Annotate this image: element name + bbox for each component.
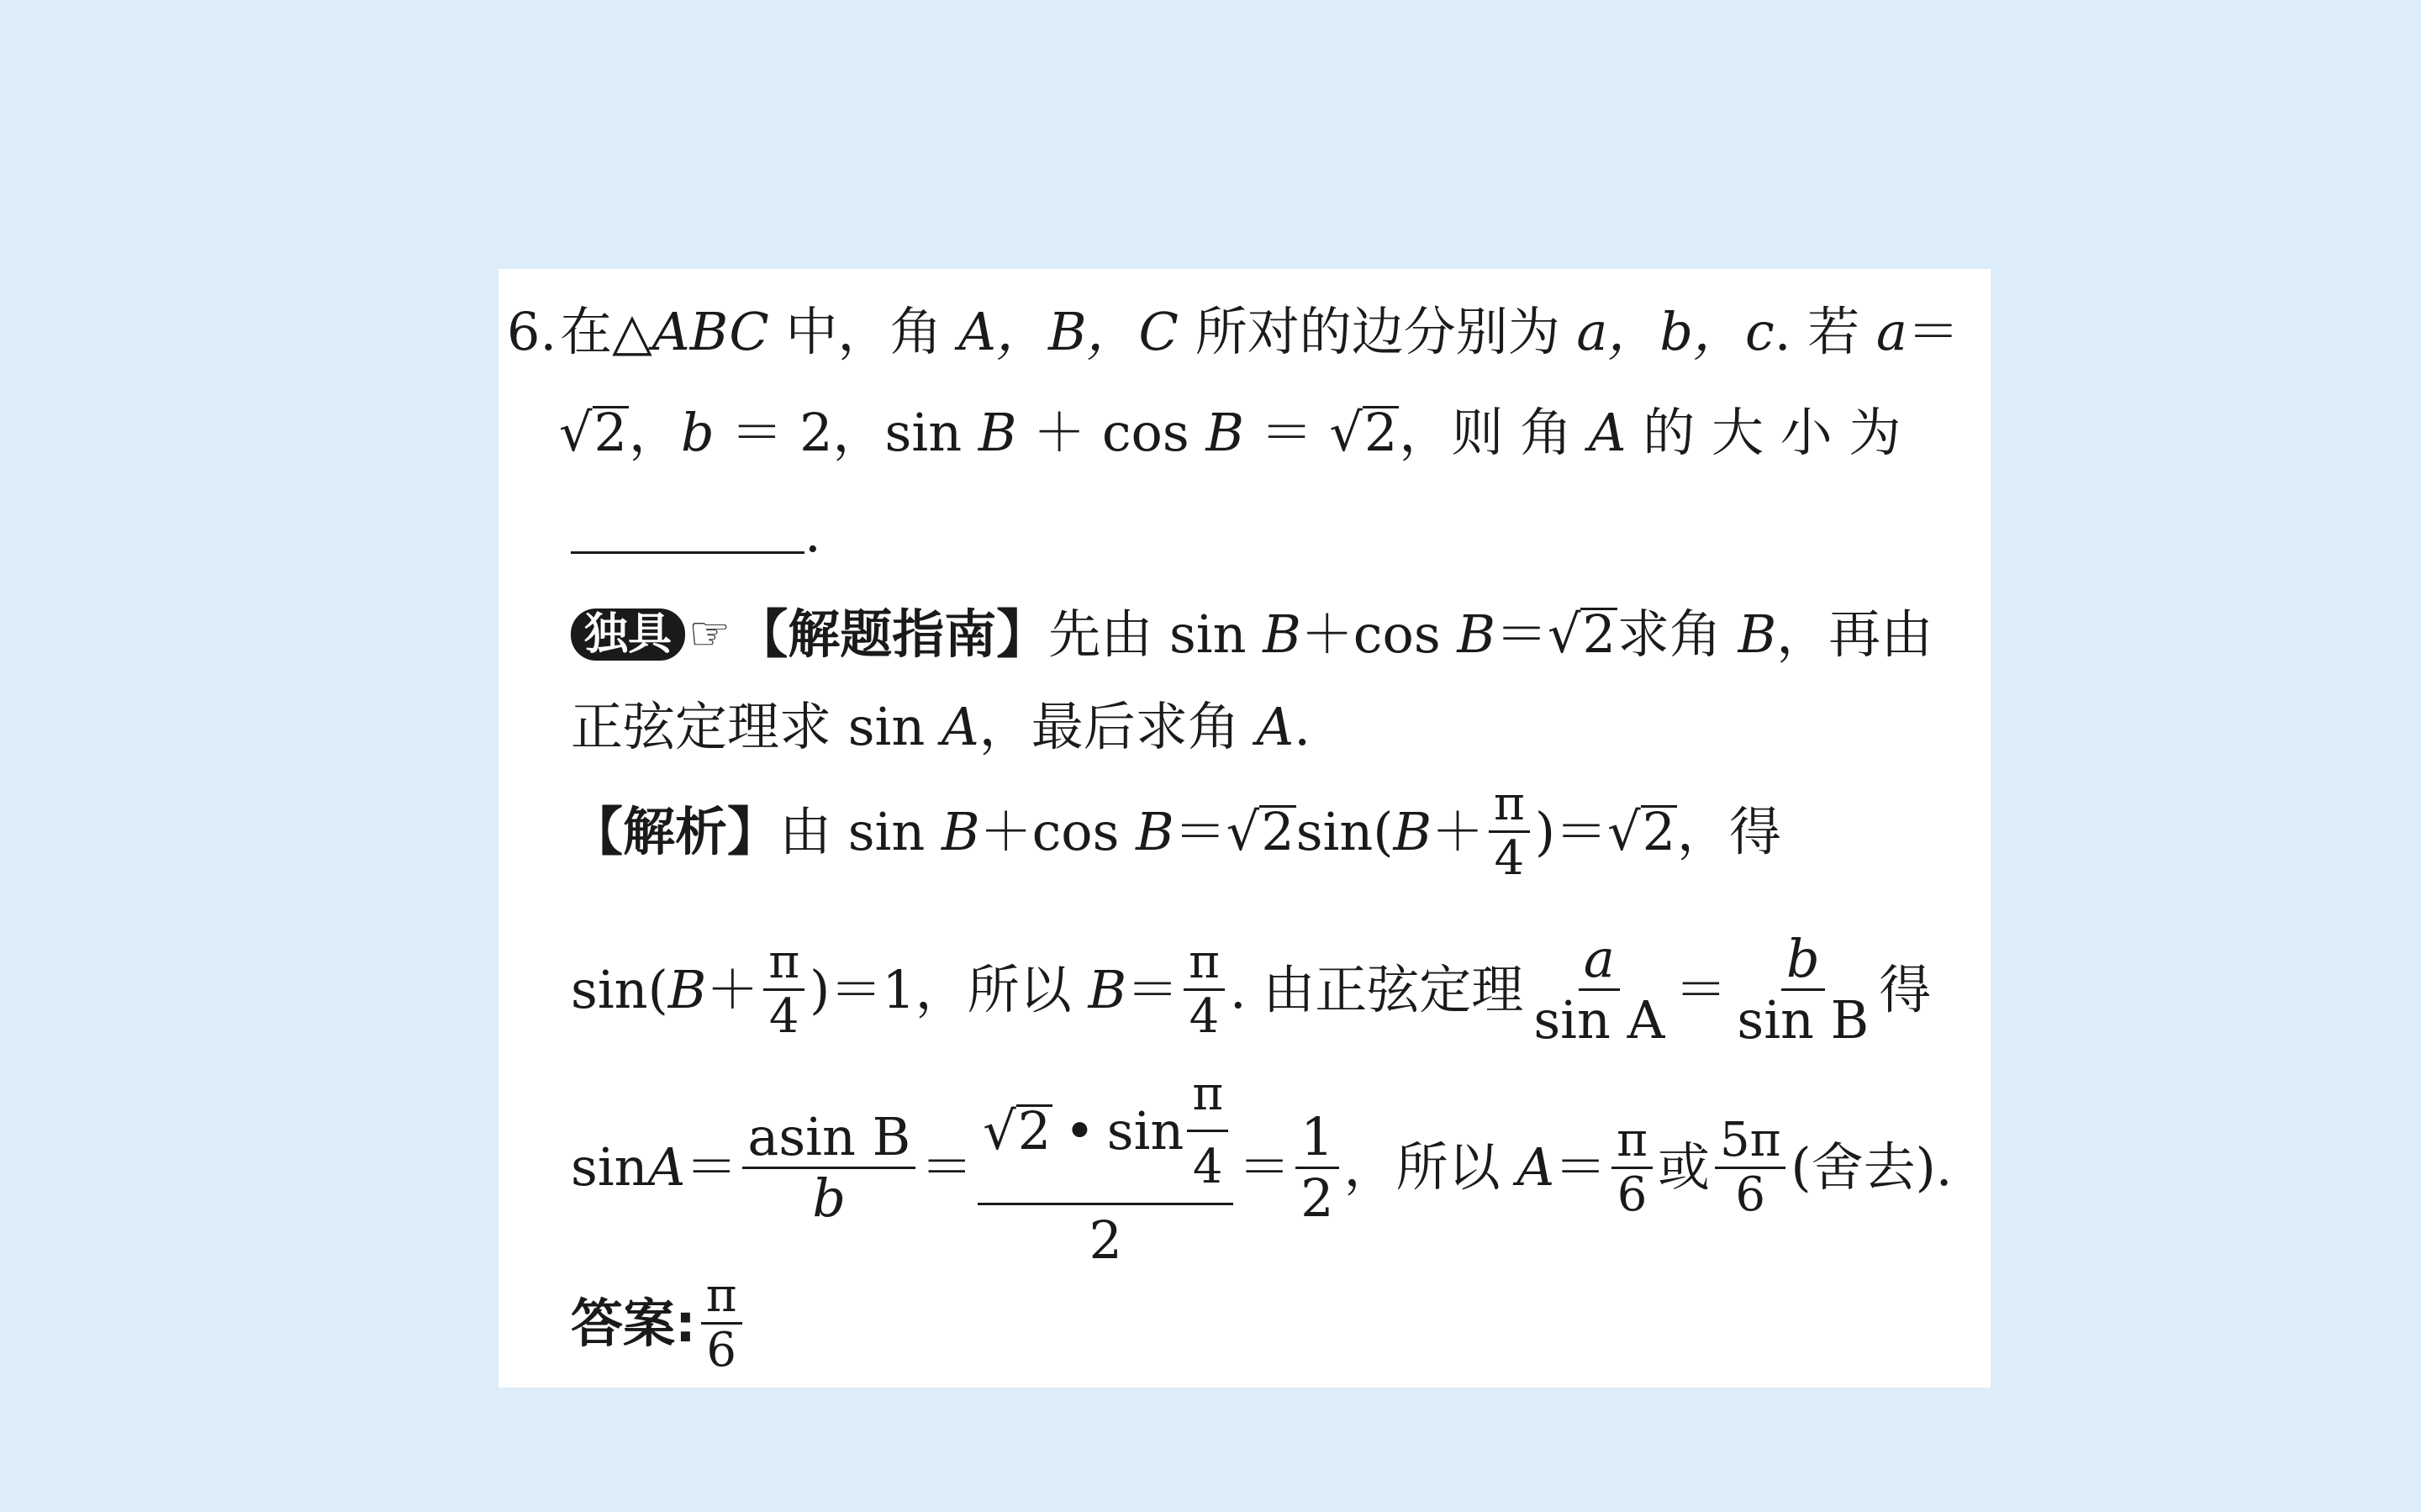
answer-blank bbox=[571, 513, 804, 554]
var-A: A bbox=[942, 695, 979, 757]
guide-title: 【解题指南】 bbox=[736, 603, 1049, 665]
var-A: A bbox=[1256, 695, 1295, 757]
problem-text: ，则 角 bbox=[1399, 401, 1589, 463]
problem-text: 所对的边分别为 bbox=[1178, 300, 1577, 362]
analysis-text: sin( bbox=[1295, 800, 1394, 862]
equals: ＝ bbox=[1554, 1136, 1607, 1198]
answer-label: 答案: bbox=[571, 1292, 696, 1354]
equals: ＝ bbox=[1238, 1136, 1291, 1198]
analysis-line-3 bbox=[571, 1059, 1991, 1276]
problem-card bbox=[498, 269, 1991, 1388]
var-B: B bbox=[667, 958, 707, 1020]
var-A: A bbox=[647, 1136, 686, 1198]
analysis-text: )＝ bbox=[1534, 800, 1608, 862]
fraction-pi-over-4: $\frac{\pi}{4}$ bbox=[763, 936, 804, 1043]
equals: ＝ bbox=[685, 1136, 738, 1198]
analysis-line-2 bbox=[571, 923, 1991, 1053]
analysis-title: 【解析】 bbox=[571, 800, 780, 862]
sqrt-2: √2 bbox=[1547, 603, 1616, 665]
var-B: B bbox=[1738, 603, 1777, 665]
guide-text: ＋cos bbox=[1300, 603, 1458, 665]
problem-text: 的 大 小 为 bbox=[1626, 401, 1901, 463]
guide-text: 正弦定理求 sin bbox=[571, 695, 942, 757]
answer-fraction: $\frac{\pi}{6}$ bbox=[701, 1270, 742, 1377]
analysis-text: 由 sin bbox=[779, 800, 942, 862]
analysis-text: ，所以 bbox=[1343, 1136, 1517, 1198]
analysis-text: ＋ bbox=[706, 958, 759, 1020]
analysis-text: (舍去). bbox=[1791, 1136, 1953, 1198]
analysis-text: )＝1，所以 bbox=[810, 958, 1089, 1020]
analysis-text: ＋cos bbox=[979, 800, 1137, 862]
fraction-a-over-sinA: $\frac{a}{\text{sin A}}$ bbox=[1533, 928, 1665, 1051]
var-B: B bbox=[1457, 603, 1495, 665]
fraction-big: √2 • sin $\frac{\pi}{4}$ 2 bbox=[978, 1059, 1233, 1276]
equals: ＝ bbox=[920, 1136, 973, 1198]
problem-text: ＝ bbox=[1243, 401, 1330, 463]
sqrt-2: √2 bbox=[1329, 401, 1398, 463]
exclusive-badge: 独具 bbox=[571, 608, 685, 661]
guide-line-1 bbox=[571, 597, 1991, 668]
equals: ＝ bbox=[1907, 300, 1959, 362]
var-a: a bbox=[1875, 300, 1907, 362]
analysis-text: . 由正弦定理 bbox=[1229, 958, 1524, 1020]
sides: a，b，c bbox=[1576, 300, 1775, 362]
guide-text: 先由 sin bbox=[1048, 603, 1263, 665]
analysis-text: ＋ bbox=[1432, 800, 1485, 862]
fraction-b-over-sinB: $\frac{b}{\text{sin B}}$ bbox=[1737, 928, 1870, 1051]
fraction-pi-over-6: $\frac{\pi}{6}$ bbox=[1611, 1114, 1653, 1221]
analysis-text: sin( bbox=[571, 958, 668, 1020]
fraction-pi-over-4: $\frac{\pi}{4}$ bbox=[1489, 778, 1530, 885]
guide-text: ，再由 bbox=[1776, 603, 1933, 665]
fraction-5pi-over-6: $\frac{5\pi}{6}$ bbox=[1715, 1114, 1785, 1221]
var-A: A bbox=[1588, 401, 1627, 463]
problem-text: ＝ 2，sin bbox=[714, 401, 978, 463]
problem-number: 6. bbox=[507, 300, 557, 362]
period: . bbox=[804, 502, 821, 564]
problem-line-1 bbox=[507, 294, 1991, 366]
sqrt-2: √2 bbox=[559, 401, 627, 463]
analysis-text: sin bbox=[571, 1136, 648, 1198]
var-B: B bbox=[942, 800, 980, 862]
analysis-text: ＝ bbox=[1174, 800, 1226, 862]
analysis-line-1 bbox=[571, 765, 1991, 895]
analysis-text: 得 bbox=[1879, 958, 1932, 1020]
guide-text: ，最后求角 bbox=[978, 695, 1257, 757]
pointing-hand-icon: ☞ bbox=[688, 606, 731, 661]
fraction-asinB-over-b: $\frac{\text{asin B}}{b}$ bbox=[742, 1108, 915, 1228]
var-A: A bbox=[1516, 1136, 1555, 1198]
equals: ＝ bbox=[1675, 958, 1727, 1020]
fraction-one-half: $\frac{1}{2}$ bbox=[1295, 1108, 1338, 1228]
var-B: B bbox=[1205, 401, 1244, 463]
sqrt-2: √2 bbox=[1226, 800, 1295, 862]
var-B: B bbox=[978, 401, 1017, 463]
var-B: B bbox=[1263, 603, 1301, 665]
sqrt-2: √2 bbox=[1607, 800, 1676, 862]
var-B: B bbox=[1088, 958, 1127, 1020]
analysis-text: ，得 bbox=[1677, 800, 1782, 862]
guide-text: 求角 bbox=[1617, 603, 1738, 665]
guide-text: . bbox=[1294, 695, 1311, 757]
var-B: B bbox=[1136, 800, 1174, 862]
problem-text: . 若 bbox=[1774, 300, 1876, 362]
guide-line-2 bbox=[571, 689, 1991, 761]
problem-line-2 bbox=[559, 395, 1991, 466]
fraction-pi-over-4: $\frac{\pi}{4}$ bbox=[1184, 936, 1225, 1043]
var-B: B bbox=[1393, 800, 1432, 862]
problem-text: 中，角 bbox=[768, 300, 959, 362]
guide-text: ＝ bbox=[1495, 603, 1548, 665]
analysis-text: 或 bbox=[1657, 1136, 1710, 1198]
problem-text: ， bbox=[628, 401, 681, 463]
angles: A，B，C bbox=[958, 300, 1179, 362]
triangle-name: ABC bbox=[651, 300, 769, 362]
problem-text: ＋ cos bbox=[1016, 401, 1206, 463]
var-b: b bbox=[680, 401, 715, 463]
answer-line bbox=[571, 1261, 1991, 1383]
analysis-text: ＝ bbox=[1126, 958, 1179, 1020]
answer-blank-line bbox=[571, 496, 1991, 567]
problem-text: 在△ bbox=[560, 300, 652, 362]
